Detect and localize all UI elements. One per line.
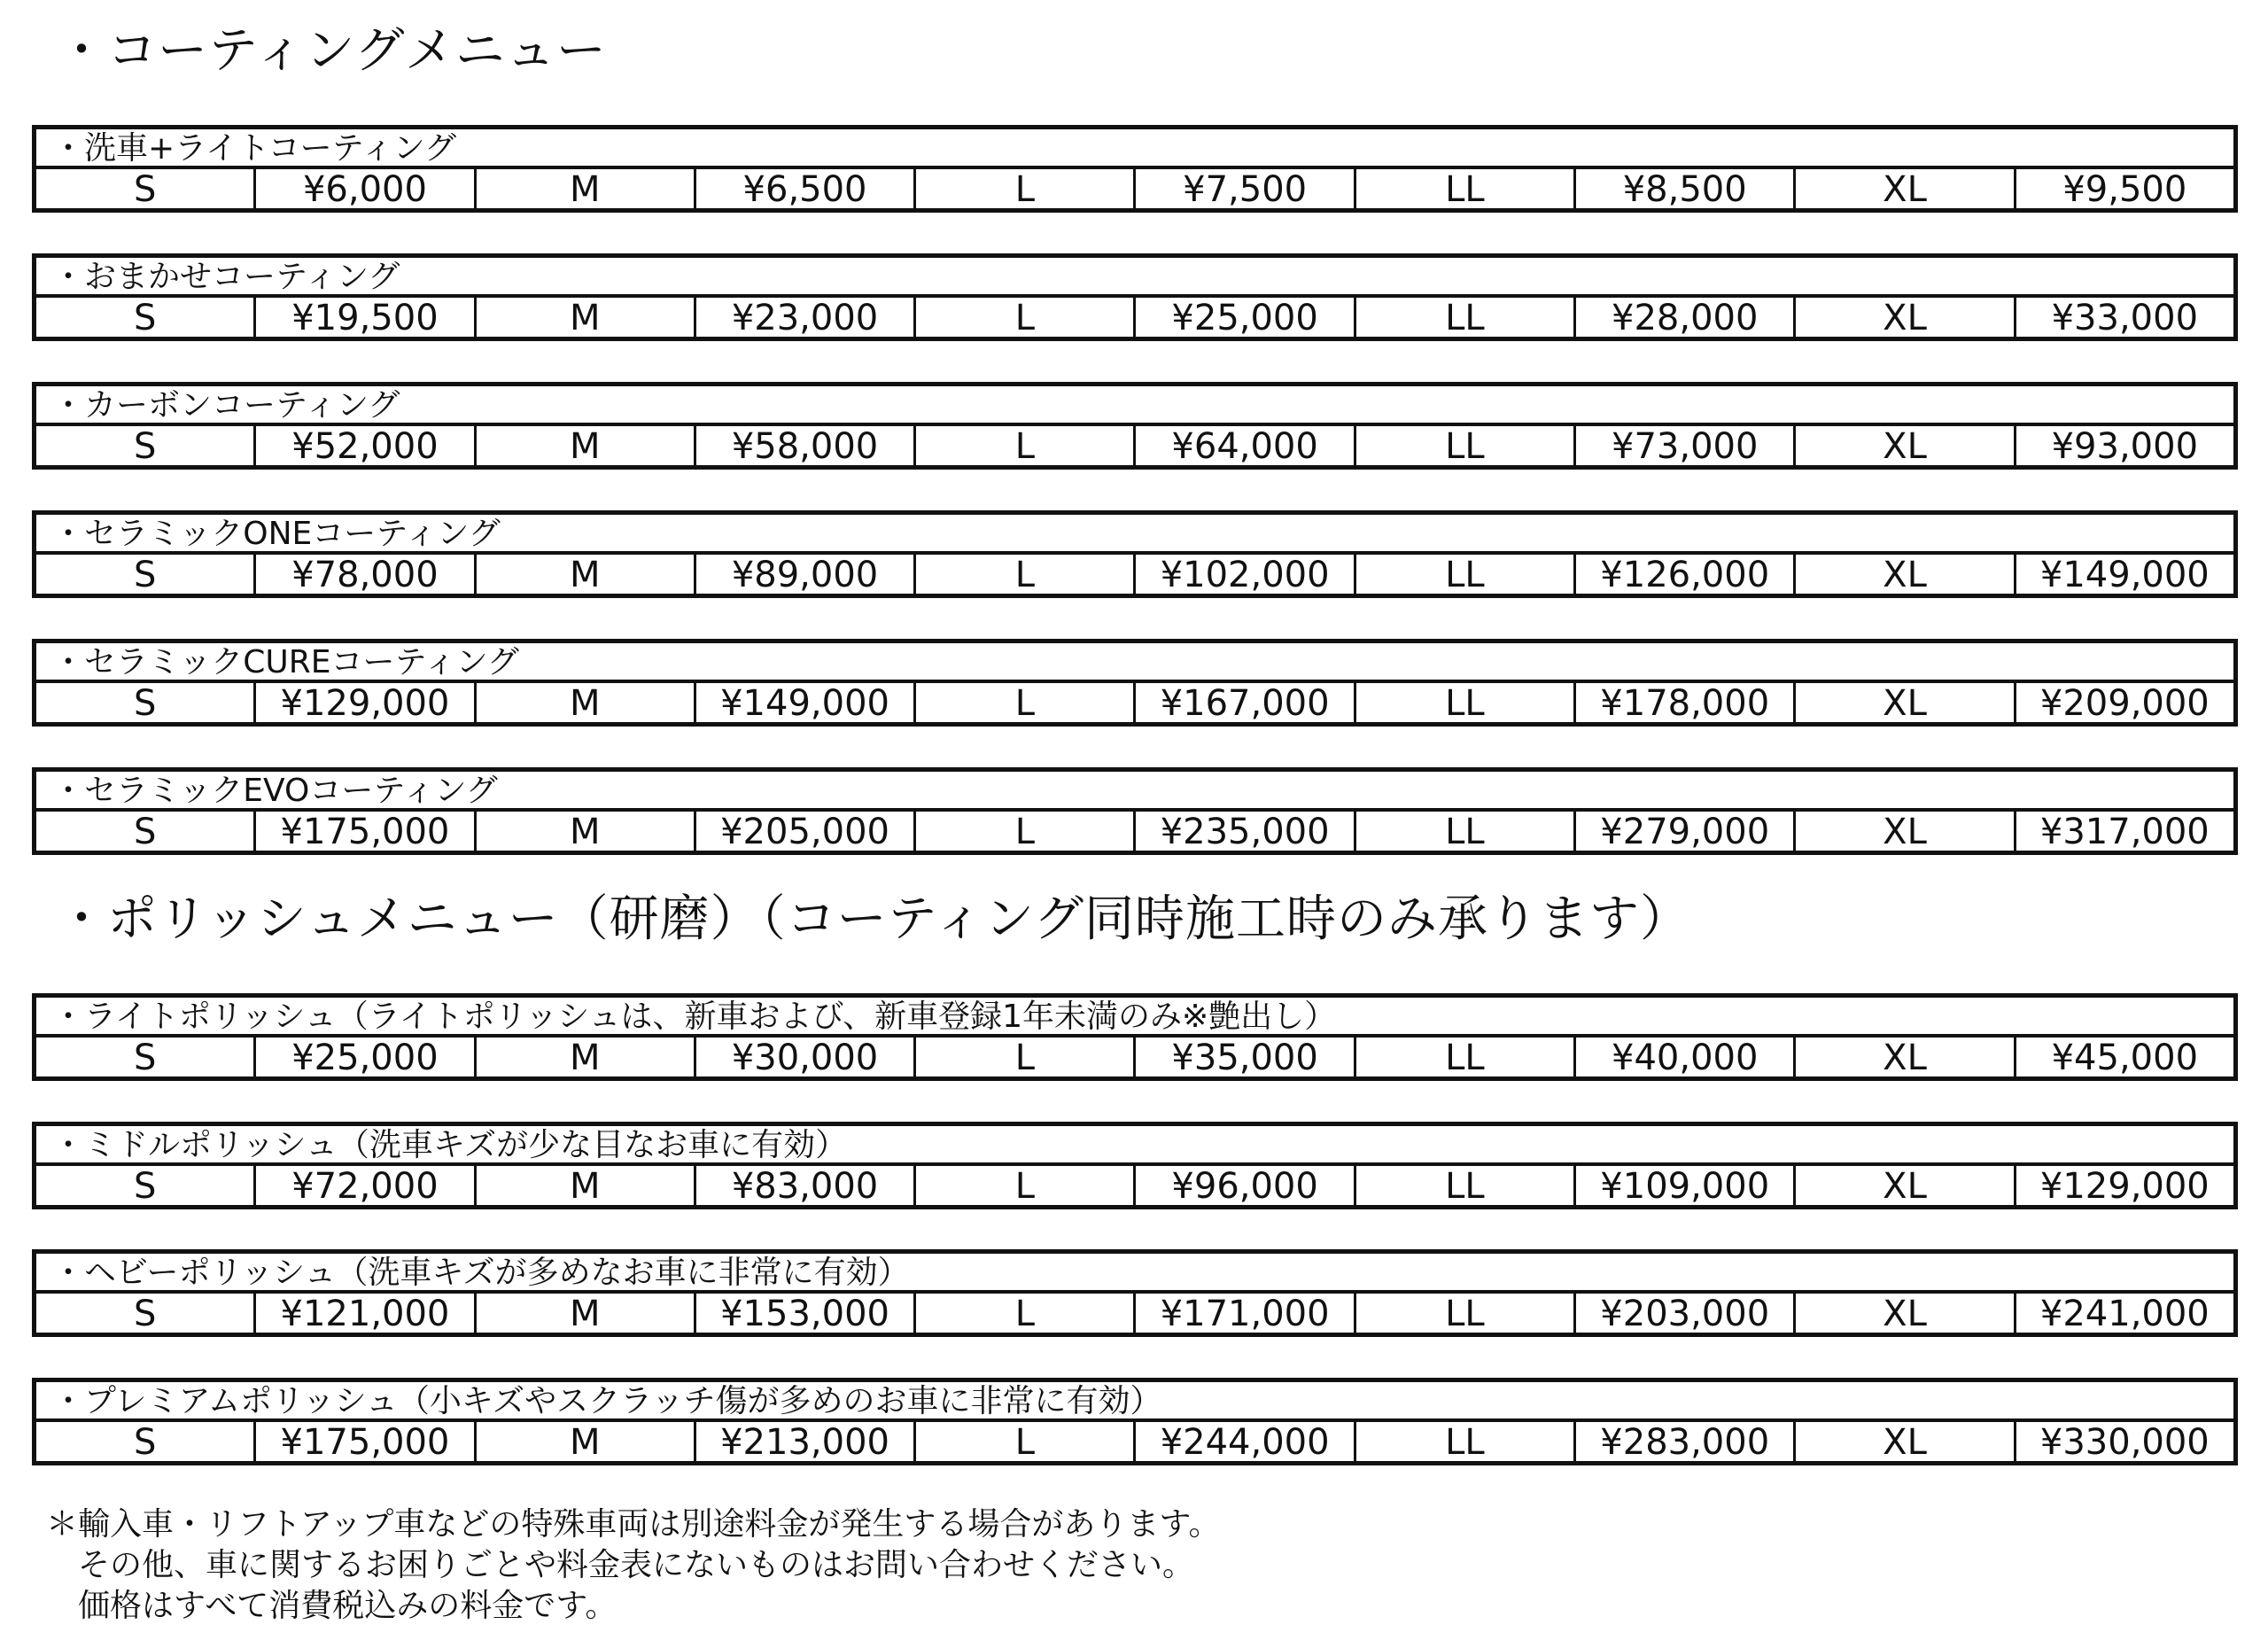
- size-cell: XL: [1793, 1038, 2013, 1077]
- polish-table-heavy: [32, 1249, 2238, 1337]
- size-cell: S: [133, 298, 157, 338]
- price-cell: ¥35,000: [1133, 1038, 1353, 1077]
- price-cell: ¥129,000: [2014, 1166, 2233, 1206]
- size-cell: S: [133, 169, 157, 209]
- price-cell: ¥129,000: [253, 683, 473, 723]
- price-cell: ¥205,000: [694, 812, 913, 851]
- price-cell: ¥58,000: [694, 426, 913, 466]
- table-name: ・セラミックONEコーティング: [36, 515, 2233, 555]
- table-name: ・ヘビーポリッシュ（洗車キズが多めなお車に非常に有効）: [36, 1254, 2233, 1294]
- size-cell: S: [133, 1422, 157, 1462]
- size-cell: M: [474, 298, 694, 338]
- price-cell: ¥121,000: [253, 1294, 473, 1333]
- size-cell: L: [913, 1422, 1133, 1462]
- size-cell: L: [913, 426, 1133, 466]
- size-cell: L: [913, 683, 1133, 723]
- price-cell: ¥93,000: [2014, 426, 2233, 466]
- price-cell: ¥317,000: [2014, 812, 2233, 851]
- size-cell: XL: [1793, 1166, 2013, 1206]
- coating-menu-title: ・コーティングメニュー: [57, 22, 607, 80]
- table-name: ・洗車+ライトコーティング: [36, 129, 2233, 169]
- size-cell: M: [474, 1294, 694, 1333]
- polish-table-middle: [32, 1122, 2238, 1209]
- polish-table-premium: [32, 1378, 2238, 1465]
- table-name: ・ライトポリッシュ（ライトポリッシュは、新車および、新車登録1年未満のみ※艶出し）: [36, 998, 2233, 1038]
- price-cell: ¥279,000: [1573, 812, 1793, 851]
- size-cell: L: [913, 169, 1133, 209]
- price-cell: ¥23,000: [694, 298, 913, 338]
- table-name: ・セラミックCUREコーティング: [36, 643, 2233, 683]
- size-cell: S: [133, 1294, 157, 1333]
- size-cell: M: [474, 812, 694, 851]
- price-cell: ¥126,000: [1573, 555, 1793, 595]
- table-name: ・プレミアムポリッシュ（小キズやスクラッチ傷が多めのお車に非常に有効）: [36, 1382, 2233, 1422]
- price-cell: ¥33,000: [2014, 298, 2233, 338]
- coating-table-ceramic-cure: [32, 639, 2238, 727]
- size-cell: LL: [1354, 169, 1573, 209]
- price-cell: ¥9,500: [2014, 169, 2233, 209]
- price-cell: ¥283,000: [1573, 1422, 1793, 1462]
- size-cell: LL: [1354, 555, 1573, 595]
- size-cell: XL: [1793, 426, 2013, 466]
- size-cell: L: [913, 812, 1133, 851]
- coating-table-ceramic-one: [32, 510, 2238, 598]
- price-cell: ¥96,000: [1133, 1166, 1353, 1206]
- price-cell: ¥6,000: [253, 169, 473, 209]
- coating-table-omakase: [32, 253, 2238, 341]
- price-cell: ¥203,000: [1573, 1294, 1793, 1333]
- price-cell: ¥52,000: [253, 426, 473, 466]
- price-cell: ¥213,000: [694, 1422, 913, 1462]
- coating-table-wash-light: [32, 125, 2238, 213]
- size-cell: LL: [1354, 298, 1573, 338]
- price-cell: ¥19,500: [253, 298, 473, 338]
- price-cell: ¥25,000: [253, 1038, 473, 1077]
- size-cell: L: [913, 1038, 1133, 1077]
- price-cell: ¥25,000: [1133, 298, 1353, 338]
- size-cell: XL: [1793, 1294, 2013, 1333]
- price-cell: ¥175,000: [253, 1422, 473, 1462]
- price-cell: ¥178,000: [1573, 683, 1793, 723]
- size-cell: M: [474, 169, 694, 209]
- size-cell: S: [133, 1166, 157, 1206]
- price-cell: ¥209,000: [2014, 683, 2233, 723]
- price-cell: ¥102,000: [1133, 555, 1353, 595]
- size-cell: M: [474, 555, 694, 595]
- size-cell: LL: [1354, 683, 1573, 723]
- price-cell: ¥8,500: [1573, 169, 1793, 209]
- table-name: ・セラミックEVOコーティング: [36, 772, 2233, 812]
- footnote-line: ＊輸入車・リフトアップ車などの特殊車両は別途料金が発生する場合があります。: [46, 1506, 1221, 1543]
- size-cell: LL: [1354, 1422, 1573, 1462]
- size-cell: M: [474, 1422, 694, 1462]
- price-cell: ¥30,000: [694, 1038, 913, 1077]
- table-name: ・カーボンコーティング: [36, 386, 2233, 426]
- size-cell: XL: [1793, 1422, 2013, 1462]
- price-cell: ¥45,000: [2014, 1038, 2233, 1077]
- price-cell: ¥167,000: [1133, 683, 1353, 723]
- size-cell: S: [133, 1038, 157, 1077]
- price-cell: ¥244,000: [1133, 1422, 1353, 1462]
- price-cell: ¥73,000: [1573, 426, 1793, 466]
- price-cell: ¥6,500: [694, 169, 913, 209]
- price-cell: ¥241,000: [2014, 1294, 2233, 1333]
- size-cell: S: [133, 683, 157, 723]
- size-cell: XL: [1793, 683, 2013, 723]
- footnote: [46, 1504, 1221, 1627]
- price-cell: ¥28,000: [1573, 298, 1793, 338]
- size-cell: XL: [1793, 555, 2013, 595]
- price-cell: ¥72,000: [253, 1166, 473, 1206]
- footnote-line: 価格はすべて消費税込みの料金です。: [46, 1588, 617, 1624]
- price-cell: ¥171,000: [1133, 1294, 1353, 1333]
- size-cell: L: [913, 555, 1133, 595]
- price-cell: ¥149,000: [2014, 555, 2233, 595]
- price-cell: ¥235,000: [1133, 812, 1353, 851]
- price-cell: ¥175,000: [253, 812, 473, 851]
- size-cell: XL: [1793, 812, 2013, 851]
- size-cell: LL: [1354, 426, 1573, 466]
- size-cell: S: [133, 555, 157, 595]
- price-cell: ¥40,000: [1573, 1038, 1793, 1077]
- size-cell: LL: [1354, 1294, 1573, 1333]
- polish-menu-title: ・ポリッシュメニュー（研磨）（コーティング同時施工時のみ承ります）: [57, 890, 1691, 948]
- size-cell: XL: [1793, 169, 2013, 209]
- size-cell: LL: [1354, 812, 1573, 851]
- size-cell: LL: [1354, 1038, 1573, 1077]
- footnote-line: その他、車に関するお困りごとや料金表にないものはお問い合わせください。: [46, 1547, 1195, 1583]
- price-cell: ¥64,000: [1133, 426, 1353, 466]
- size-cell: L: [913, 1166, 1133, 1206]
- size-cell: M: [474, 426, 694, 466]
- price-cell: ¥83,000: [694, 1166, 913, 1206]
- price-cell: ¥330,000: [2014, 1422, 2233, 1462]
- size-cell: S: [133, 426, 157, 466]
- price-cell: ¥78,000: [253, 555, 473, 595]
- size-cell: L: [913, 1294, 1133, 1333]
- table-name: ・ミドルポリッシュ（洗車キズが少な目なお車に有効）: [36, 1126, 2233, 1166]
- table-name: ・おまかせコーティング: [36, 258, 2233, 298]
- size-cell: M: [474, 1038, 694, 1077]
- price-cell: ¥7,500: [1133, 169, 1353, 209]
- price-cell: ¥89,000: [694, 555, 913, 595]
- size-cell: L: [913, 298, 1133, 338]
- size-cell: M: [474, 683, 694, 723]
- coating-table-carbon: [32, 382, 2238, 470]
- polish-table-light: [32, 993, 2238, 1081]
- price-cell: ¥153,000: [694, 1294, 913, 1333]
- size-cell: LL: [1354, 1166, 1573, 1206]
- coating-table-ceramic-evo: [32, 767, 2238, 855]
- price-cell: ¥109,000: [1573, 1166, 1793, 1206]
- size-cell: M: [474, 1166, 694, 1206]
- size-cell: S: [133, 812, 157, 851]
- price-cell: ¥149,000: [694, 683, 913, 723]
- size-cell: XL: [1793, 298, 2013, 338]
